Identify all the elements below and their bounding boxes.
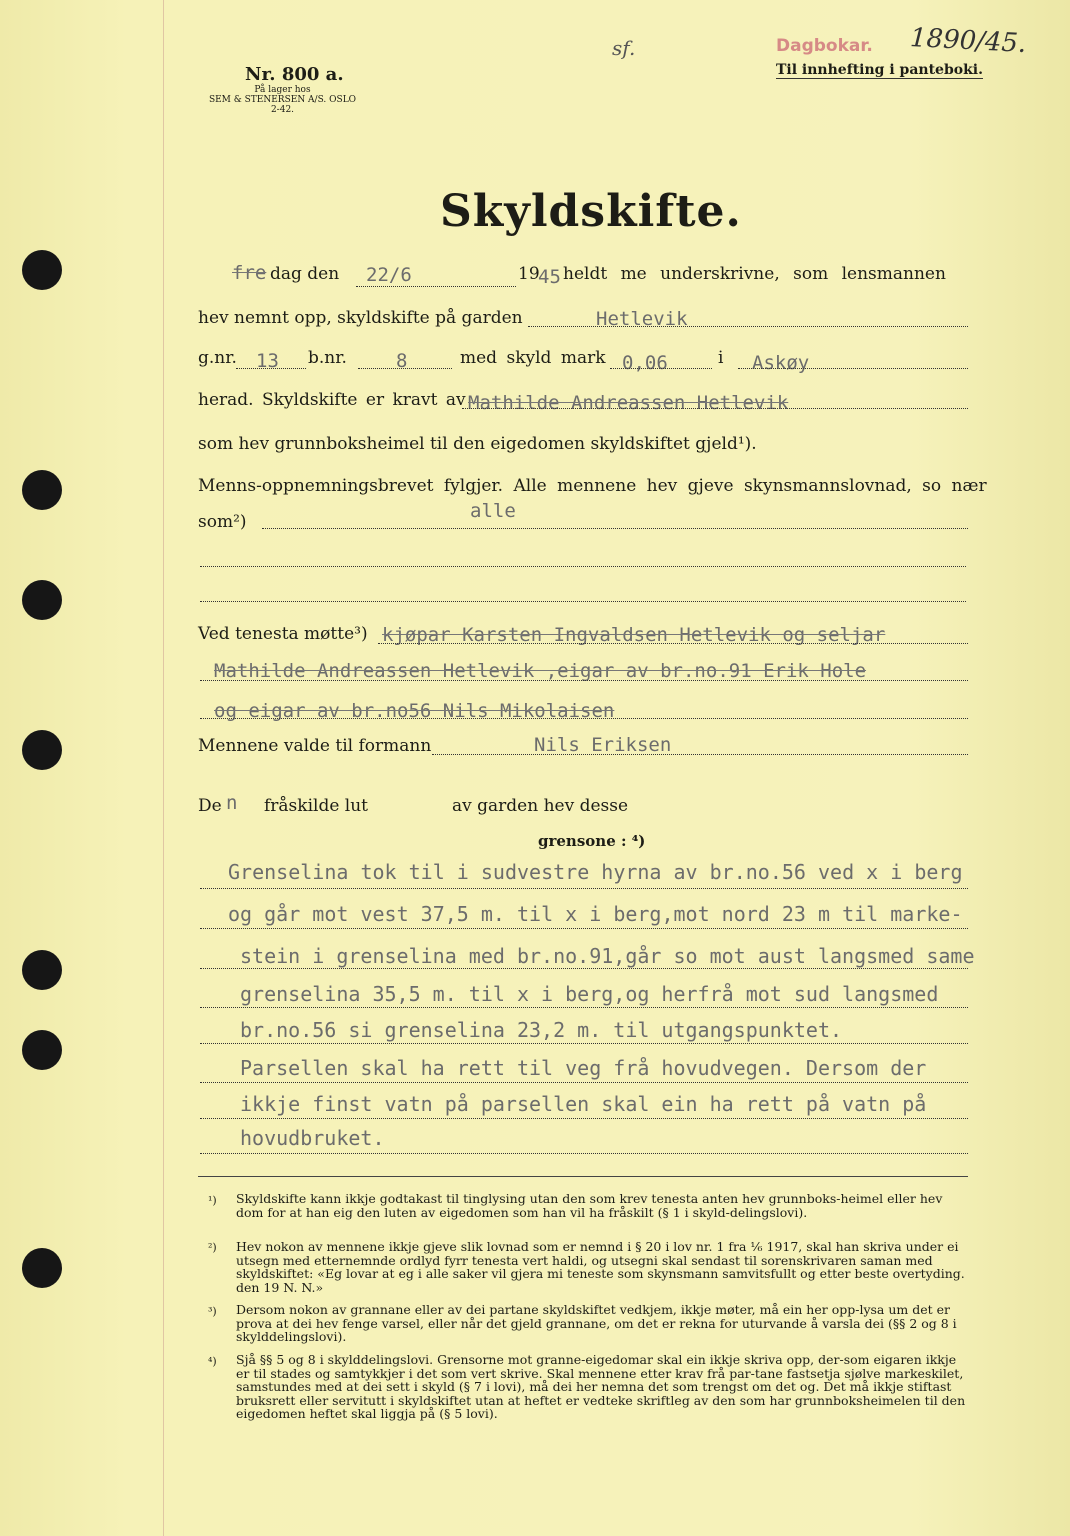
- bnr-label: b.nr.: [308, 348, 347, 368]
- boundary-line: og går mot vest 37,5 m. til x i berg,mot nord 23 m til marke-: [228, 902, 963, 926]
- footnote-text: Sjå §§ 5 og 8 i skylddelingslovi. Grensorne mot granne-eigedomar skal ein ikkje skriva opp, der-som eigaren ikkje er til stades og samtykkjer i det som vert skrive. Skal mennene etter krav frå par-tane fastsetja sjølve markeskilet, samstundes med at dei sett i skyld (§ 7 i lovi), må dei her nemna det som trengst om det og. Det må ikkje stiftast bruksrett eller servitutt i skyldskiftet utan at heftet er vedteke skriftleg av den som har grunnboksheimelen til den eigedomen heftet skal liggja på (§ 5 lovi).: [236, 1352, 966, 1421]
- dotted-line: [528, 326, 968, 327]
- footnote-mark: ⁴): [208, 1355, 217, 1368]
- punch-hole: [22, 730, 62, 770]
- dotted-line: [236, 368, 306, 369]
- dotted-line: [200, 1153, 968, 1154]
- dotted-line: [200, 968, 968, 969]
- publisher-line: SEM & STENERSEN A/S. OSLO: [208, 95, 357, 105]
- row4-text: herad. Skyldskifte er kravt av: [198, 390, 466, 410]
- attendee-line: og eigar av br.no56 Nils Mikolaisen: [214, 700, 615, 722]
- dotted-line: [738, 368, 968, 369]
- boundary-line: hovudbruket.: [240, 1126, 385, 1150]
- dotted-line: [262, 528, 968, 529]
- row9-label: Mennene valde til formann: [198, 736, 432, 756]
- dotted-line: [432, 754, 968, 755]
- boundary-line: stein i grenselina med br.no.91,går so mot aust langsmed same: [240, 944, 975, 968]
- margin-line: [163, 0, 164, 1536]
- boundary-line: grenselina 35,5 m. til x i berg,og herfrå mot sud langsmed: [240, 982, 939, 1006]
- punch-hole: [22, 580, 62, 620]
- skyld-label: med skyld mark: [460, 348, 606, 368]
- footnote-text: Skyldskifte kann ikkje godtakast til tinglysing utan den som krev tenesta anten hev grunnboks-heimel eller hev dom for at han eig den luten av eigedomen som han vil ha fråskilt (§ 1 i skyld-delingslovi).: [236, 1191, 943, 1220]
- punch-hole: [22, 250, 62, 290]
- form-number: Nr. 800 a.: [245, 64, 344, 85]
- row10-middle: fråskilde lut: [264, 796, 369, 816]
- bnr-value: 8: [396, 350, 408, 372]
- stamp-text: Dagbokar.: [776, 36, 873, 56]
- publisher-line: På lager hos: [254, 85, 311, 95]
- footnote-mark: ²): [208, 1241, 217, 1254]
- dotted-line: [610, 368, 712, 369]
- grensone-label: grensone : ⁴): [538, 832, 646, 850]
- footnote-text: Hev nokon av mennene ikkje gjeve slik lovnad som er nemnd i § 20 i lov nr. 1 fra ⅙ 1917, skal han skriva under ei utsegn med etternemnde ordlyd fyrr tenesta vert haldi, og utsegni skal sendast til sorenskrivaren saman med skyldskiftet: «Eg lovar at eg i alle saker vil gjera mi teneste som skynsmann samvitsfullt og etter beste overtyding. den 19 N. N.»: [236, 1239, 965, 1295]
- punch-hole: [22, 1248, 62, 1288]
- attendee-line: kjøpar Karsten Ingvaldsen Hetlevik og seljar: [382, 624, 886, 646]
- boundary-line: ikkje finst vatn på parsellen skal ein ha rett på vatn på: [240, 1092, 927, 1116]
- skyld-value: 0,06: [622, 352, 668, 374]
- footnote-mark: ³): [208, 1305, 217, 1318]
- punch-hole: [22, 950, 62, 990]
- footnote-mark: ¹): [208, 1194, 217, 1207]
- punch-hole: [22, 1030, 62, 1070]
- row2-text: hev nemnt opp, skyldskifte på garden: [198, 308, 523, 328]
- dotted-line: [200, 888, 968, 889]
- dotted-line: [200, 680, 968, 681]
- initials: sf.: [612, 36, 636, 60]
- dotted-line: [200, 1043, 968, 1044]
- row7-label: som²): [198, 512, 247, 532]
- row10-letter: n: [226, 792, 238, 814]
- binding-note: Til innhefting i panteboki.: [776, 62, 983, 78]
- date-value: 22/6: [366, 264, 412, 286]
- in-label: i: [718, 348, 724, 368]
- day-value: fre: [232, 262, 267, 284]
- row1-text: heldt me underskrivne, som lensmannen: [563, 264, 946, 284]
- row5-text: som hev grunnboksheimel til den eigedomen skyldskiftet gjeld¹).: [198, 434, 757, 454]
- row8-label: Ved tenesta møtte³): [198, 624, 368, 644]
- dotted-line: [200, 928, 968, 929]
- boundary-line: br.no.56 si grenselina 23,2 m. til utgangspunktet.: [240, 1018, 843, 1042]
- dotted-line: [200, 566, 966, 567]
- year-value: 45: [538, 266, 561, 288]
- dotted-line: [200, 1007, 968, 1008]
- chairman-name: Nils Eriksen: [534, 734, 672, 756]
- dotted-line: [200, 601, 966, 602]
- date-label: dag den: [270, 264, 340, 284]
- row6-text: Menns-oppnemningsbrevet fylgjer. Alle mennene hev gjeve skynsmannslovnad, so nær: [198, 476, 987, 496]
- dotted-line: [378, 643, 968, 644]
- municipality-value: Askøy: [752, 352, 810, 374]
- dotted-line: [200, 718, 968, 719]
- publisher-line: 2-42.: [270, 105, 295, 115]
- page-title: Skyldskifte.: [440, 186, 742, 237]
- boundary-line: Parsellen skal ha rett til veg frå hovudvegen. Dersom der: [240, 1056, 927, 1080]
- dotted-line: [358, 368, 452, 369]
- publisher-imprint: [200, 85, 365, 115]
- dotted-line: [200, 1082, 968, 1083]
- farm-name: Hetlevik: [596, 308, 688, 330]
- year-prefix: 19: [518, 264, 540, 284]
- attendee-line: Mathilde Andreassen Hetlevik ,eigar av br.no.91 Erik Hole: [214, 660, 867, 682]
- dotted-line: [356, 286, 516, 287]
- requester-name: Mathilde Andreassen Hetlevik: [468, 392, 789, 414]
- document-number: 1890/45.: [909, 22, 1027, 60]
- footnote-divider: [198, 1176, 968, 1177]
- row10-suffix: av garden hev desse: [452, 796, 629, 816]
- row7-value: alle: [470, 500, 516, 522]
- boundary-line: Grenselina tok til i sudvestre hyrna av br.no.56 ved x i berg: [228, 860, 963, 884]
- gnr-value: 13: [256, 350, 279, 372]
- punch-hole: [22, 470, 62, 510]
- row10-prefix: De: [198, 796, 222, 816]
- gnr-label: g.nr.: [198, 348, 237, 368]
- dotted-line: [462, 408, 968, 409]
- dotted-line: [200, 1118, 968, 1119]
- footnote-text: Dersom nokon av grannane eller av dei partane skyldskiftet vedkjem, ikkje møter, må ein her opp-lysa um det er prova at dei hev fenge varsel, eller når det gjeld grannane, om det er rekna for uturvande å varsla dei (§§ 2 og 8 i skylddelingslovi).: [236, 1302, 957, 1344]
